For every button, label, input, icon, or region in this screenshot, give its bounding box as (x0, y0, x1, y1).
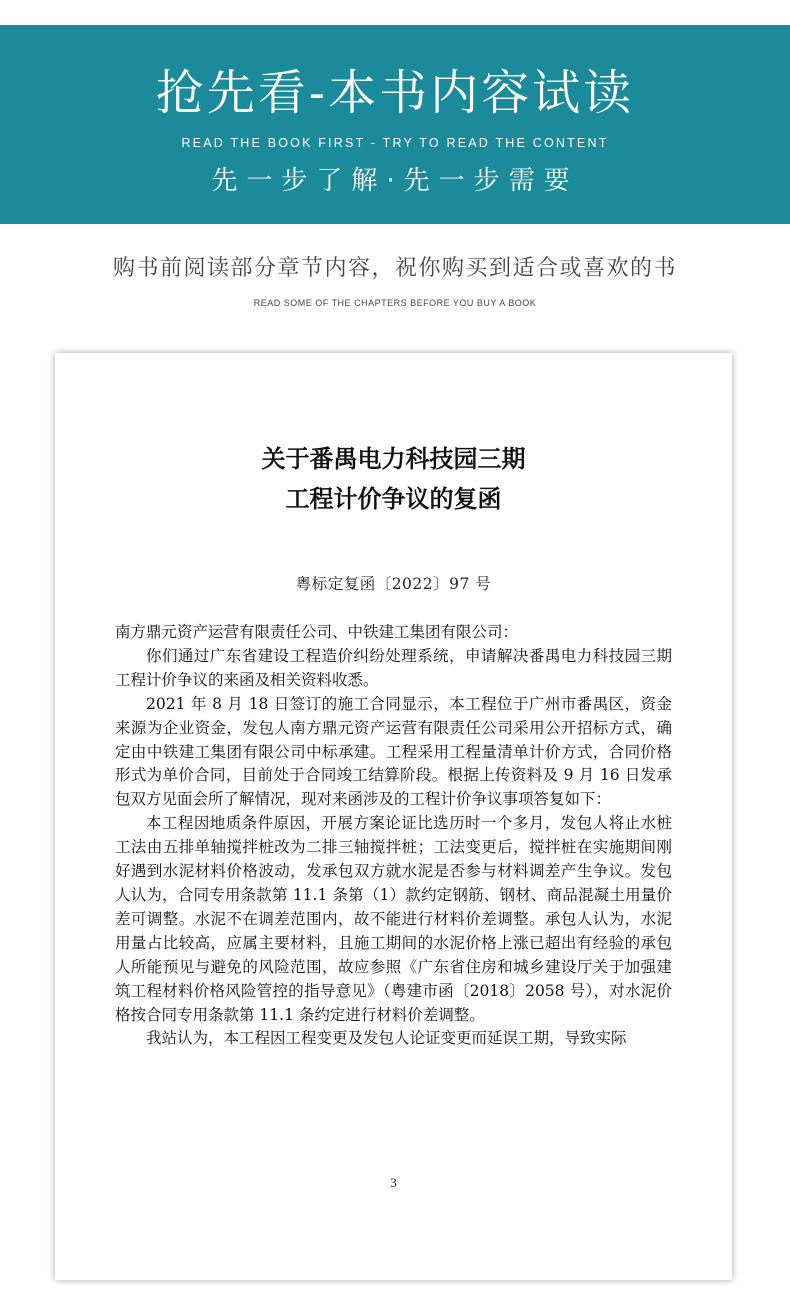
banner-subtitle-en: READ THE BOOK FIRST - TRY TO READ THE CONTENT (181, 136, 609, 150)
document-paragraph: 2021 年 8 月 18 日签订的施工合同显示，本工程位于广州市番禺区，资金来源为企业资金，发包人南方鼎元资产运营有限责任公司采用公开招标方式，确定由中铁建工集团有限公司中标承建。工程采用工程量清单计价方式，合同价格形式为单价合同，目前处于合同竣工结算阶段。根据上传资料及 9 月 16 日发承包双方见面会所了解情况，现对来函涉及的工程计价争议事项答复如下： (115, 694, 672, 809)
document-paragraph: 我站认为，本工程因工程变更及发包人论证变更而延误工期，导致实际 (146, 1029, 627, 1048)
document-paragraph: 本工程因地质条件原因，开展方案论证比选历时一个多月，发包人将止水桩工法由五排单轴搅拌桩改为二排三轴搅拌桩；工法变更后，搅拌桩在实施期间刚好遇到水泥材料价格波动，发承包双方就水泥是否参与材料调差产生争议。发包人认为，合同专用条款第 11.1 条第（1）款约定钢筋、钢材、商品混凝土用量价差可调整。水泥不在调差范围内，故不能进行材料价差调整。承包人认为，水泥用量占比较高，应属主要材料，且施工期间的水泥价格上涨已超出有经验的承包人所能预见与避免的风险范围，故应参照《广东省住房和城乡建设厅关于加强建筑工程材料价格风险管控的指导意见》（粤建市函〔2018〕2058 号），对水泥价格按合同专用条款第 11.1 条约定进行材料价差调整。 (115, 814, 672, 1024)
document-title-line2: 工程计价争议的复函 (285, 484, 502, 513)
header-banner (0, 25, 790, 224)
document-number: 粤标定复函〔2022〕97 号 (295, 575, 492, 593)
banner-slogan: 先一步了解·先一步需要 (211, 166, 579, 196)
banner-title: 抢先看-本书内容试读 (155, 65, 635, 121)
document-body (115, 621, 672, 1051)
document-page (55, 353, 732, 1280)
document-title (55, 439, 732, 519)
page-number: 3 (390, 1175, 397, 1190)
document-paragraph: 你们通过广东省建设工程造价纠纷处理系统，申请解决番禺电力科技园三期工程计价争议的来函及相关资料收悉。 (115, 646, 672, 689)
document-addressee: 南方鼎元资产运营有限责任公司、中铁建工集团有限公司： (115, 623, 519, 641)
intro-tagline: 购书前阅读部分章节内容，祝你购买到适合或喜欢的书 (112, 256, 677, 281)
document-title-line1: 关于番禺电力科技园三期 (261, 444, 526, 473)
intro-tagline-en: READ SOME OF THE CHAPTERS BEFORE YOU BUY A BOOK (253, 298, 537, 308)
